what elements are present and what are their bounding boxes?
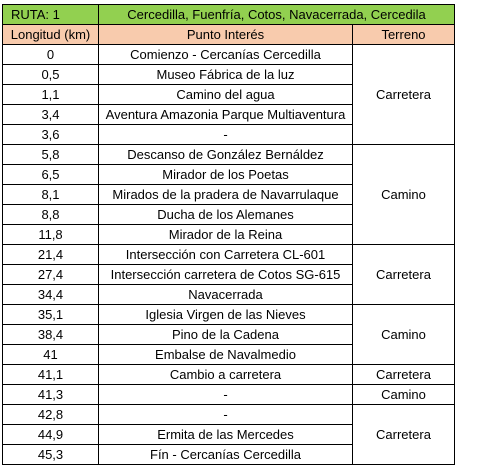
terreno-cell[interactable]: Carretera <box>353 45 455 145</box>
km-cell[interactable]: 21,4 <box>3 245 99 265</box>
km-cell[interactable]: 11,8 <box>3 225 99 245</box>
punto-cell[interactable]: Museo Fábrica de la luz <box>99 65 353 85</box>
km-cell[interactable]: 3,6 <box>3 125 99 145</box>
header-longitud[interactable]: Longitud (km) <box>3 25 99 45</box>
km-cell[interactable]: 41 <box>3 345 99 365</box>
table-row <box>3 145 455 165</box>
route-name-cell[interactable]: Cercedilla, Fuenfría, Cotos, Navacerrada, Cercedila <box>99 5 455 25</box>
km-cell[interactable]: 41,3 <box>3 385 99 405</box>
punto-cell[interactable]: Cambio a carretera <box>99 365 353 385</box>
km-cell[interactable]: 3,4 <box>3 105 99 125</box>
route-label-cell[interactable]: RUTA: 1 <box>3 5 99 25</box>
km-cell[interactable]: 0 <box>3 45 99 65</box>
km-cell[interactable]: 1,1 <box>3 85 99 105</box>
punto-cell[interactable]: Ducha de los Alemanes <box>99 205 353 225</box>
punto-cell[interactable]: Comienzo - Cercanías Cercedilla <box>99 45 353 65</box>
route-header-row <box>3 5 455 25</box>
punto-cell[interactable]: Fín - Cercanías Cercedilla <box>99 445 353 465</box>
header-terreno[interactable]: Terreno <box>353 25 455 45</box>
column-header-row <box>3 25 455 45</box>
punto-cell[interactable]: Ermita de las Mercedes <box>99 425 353 445</box>
km-cell[interactable]: 38,4 <box>3 325 99 345</box>
table-row <box>3 385 455 405</box>
km-cell[interactable]: 35,1 <box>3 305 99 325</box>
punto-cell[interactable]: - <box>99 125 353 145</box>
punto-cell[interactable]: Iglesia Virgen de las Nieves <box>99 305 353 325</box>
km-cell[interactable]: 27,4 <box>3 265 99 285</box>
km-cell[interactable]: 44,9 <box>3 425 99 445</box>
km-cell[interactable]: 34,4 <box>3 285 99 305</box>
km-cell[interactable]: 45,3 <box>3 445 99 465</box>
km-cell[interactable]: 8,8 <box>3 205 99 225</box>
terreno-cell[interactable]: Camino <box>353 145 455 245</box>
punto-cell[interactable]: Mirador de la Reina <box>99 225 353 245</box>
punto-cell[interactable]: Aventura Amazonia Parque Multiaventura <box>99 105 353 125</box>
punto-cell[interactable]: Navacerrada <box>99 285 353 305</box>
header-punto-interes[interactable]: Punto Interés <box>99 25 353 45</box>
table-row <box>3 245 455 265</box>
table-row <box>3 405 455 425</box>
terreno-cell[interactable]: Camino <box>353 385 455 405</box>
punto-cell[interactable]: Intersección carretera de Cotos SG-615 <box>99 265 353 285</box>
punto-cell[interactable]: Intersección con Carretera CL-601 <box>99 245 353 265</box>
terreno-cell[interactable]: Carretera <box>353 405 455 465</box>
table-row <box>3 45 455 65</box>
km-cell[interactable]: 6,5 <box>3 165 99 185</box>
km-cell[interactable]: 42,8 <box>3 405 99 425</box>
terreno-cell[interactable]: Camino <box>353 305 455 365</box>
punto-cell[interactable]: - <box>99 405 353 425</box>
table-row <box>3 305 455 325</box>
km-cell[interactable]: 41,1 <box>3 365 99 385</box>
km-cell[interactable]: 0,5 <box>3 65 99 85</box>
terreno-cell[interactable]: Carretera <box>353 365 455 385</box>
punto-cell[interactable]: Pino de la Cadena <box>99 325 353 345</box>
punto-cell[interactable]: Mirados de la pradera de Navarrulaque <box>99 185 353 205</box>
km-cell[interactable]: 5,8 <box>3 145 99 165</box>
km-cell[interactable]: 8,1 <box>3 185 99 205</box>
punto-cell[interactable]: Mirador de los Poetas <box>99 165 353 185</box>
punto-cell[interactable]: - <box>99 385 353 405</box>
terreno-cell[interactable]: Carretera <box>353 245 455 305</box>
punto-cell[interactable]: Camino del agua <box>99 85 353 105</box>
punto-cell[interactable]: Descanso de González Bernáldez <box>99 145 353 165</box>
route-table <box>2 4 455 465</box>
punto-cell[interactable]: Embalse de Navalmedio <box>99 345 353 365</box>
table-row <box>3 365 455 385</box>
